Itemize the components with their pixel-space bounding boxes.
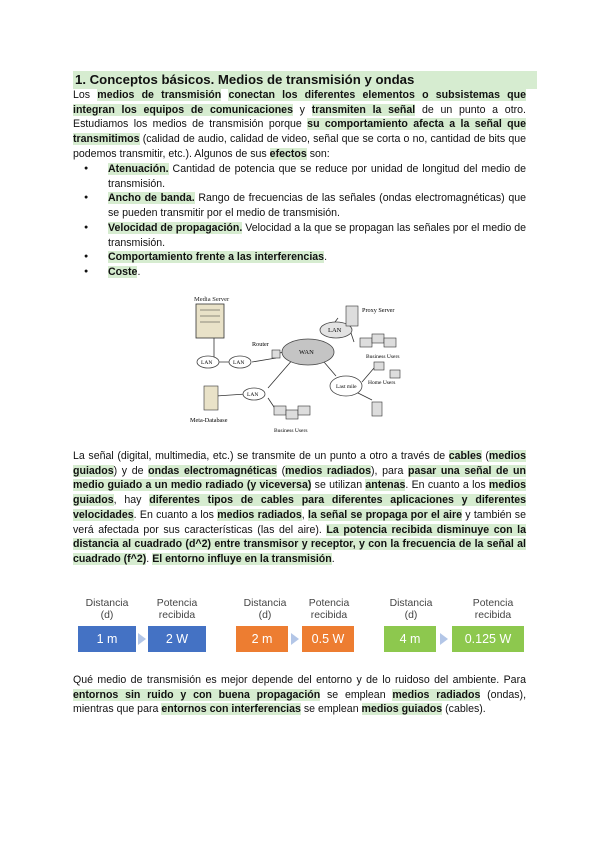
lan-label: LAN bbox=[201, 360, 213, 366]
signal-paragraph: La señal (digital, multimedia, etc.) se transmite de un punto a otro a través de cables (medios guiados) y de ondas electromagnéticas (medios radiados), para pasar una señal de un medio guiado a un medio radiado (y viceversa) se utilizan antenas. En cuanto a los medios guiados, hay diferentes tipos de cables para diferentes aplicaciones y diferentes velocidades. En cuanto a los medios radiados, la señal se propaga por el aire y también se verá afectada por sus características (las del aire). La potencia recibida disminuye con la distancia al cuadrado (d^2) entre transmisor y receptor, y con la frecuencia de la señal al cuadrado (f^2). El entorno influye en la transmisión. bbox=[73, 450, 526, 565]
power-box: 0.125 W bbox=[452, 626, 524, 652]
business-users-label: Business Users bbox=[274, 428, 308, 434]
arrow-right-icon bbox=[291, 633, 299, 645]
list-item: ● Ancho de banda. Rango de frecuencias de las señales (ondas electromagnéticas) que se pueden transmitir por el medio de transmisión. bbox=[73, 191, 526, 220]
distance-box: 4 m bbox=[384, 626, 436, 652]
media-server-icon bbox=[196, 304, 224, 338]
media-server-label: Media Server bbox=[194, 296, 230, 303]
wan-label: WAN bbox=[299, 349, 314, 356]
last-mile-label: Last mile bbox=[336, 384, 357, 390]
distance-box: 1 m bbox=[78, 626, 136, 652]
distance-label: Distancia (d) bbox=[389, 598, 433, 621]
power-label: Potencia recibida bbox=[156, 598, 198, 621]
arrow-right-icon bbox=[440, 633, 448, 645]
lan-label: LAN bbox=[247, 392, 259, 398]
lan-label: LAN bbox=[233, 360, 245, 366]
distance-label: Distancia (d) bbox=[243, 598, 287, 621]
business-users-label: Business Users bbox=[366, 354, 400, 360]
home-users-label: Home Users bbox=[368, 380, 396, 386]
lan-label: LAN bbox=[328, 327, 342, 334]
list-item: ● Atenuación. Cantidad de potencia que se reduce por unidad de longitud del medio de transmisión. bbox=[73, 162, 526, 191]
conclusion-paragraph: Qué medio de transmisión es mejor depende del entorno y de lo ruidoso del ambiente. Para entornos sin ruido y con buena propagación se emplean medios radiados (ondas), mientras que para entornos con interferencias se emplean medios guiados (cables). bbox=[73, 674, 527, 716]
router-label: Router bbox=[252, 341, 269, 348]
effects-list bbox=[73, 162, 526, 280]
list-item: ● Coste. bbox=[73, 265, 526, 280]
list-item: ● Velocidad de propagación. Velocidad a la que se propagan las señales por el medio de transmisión. bbox=[73, 221, 526, 250]
power-label: Potencia recibida bbox=[472, 598, 514, 621]
proxy-server-label: Proxy Server bbox=[362, 307, 395, 314]
distance-box: 2 m bbox=[236, 626, 288, 652]
distance-label: Distancia (d) bbox=[85, 598, 129, 621]
network-diagram bbox=[176, 290, 424, 442]
intro-paragraph: Los medios de transmisión conectan los diferentes elementos o subsistemas que integran los equipos de comunicaciones y transmiten la señal de un punto a otro. Estudiamos los medios de transmisión porque su comportamiento afecta a la señal que transmitimos (calidad de audio, calidad de video, señal que se corta o no, cantidad de bits que podemos transmitir, etc.). Algunos de sus efectos son: bbox=[73, 89, 527, 160]
power-box: 2 W bbox=[148, 626, 206, 652]
section-title: 1. Conceptos básicos. Medios de transmisión y ondas bbox=[73, 71, 537, 89]
power-box: 0.5 W bbox=[302, 626, 354, 652]
power-label: Potencia recibida bbox=[308, 598, 350, 621]
meta-database-label: Meta-Database bbox=[190, 417, 228, 424]
list-item: ● Comportamiento frente a las interferencias. bbox=[73, 250, 526, 265]
arrow-right-icon bbox=[138, 633, 146, 645]
